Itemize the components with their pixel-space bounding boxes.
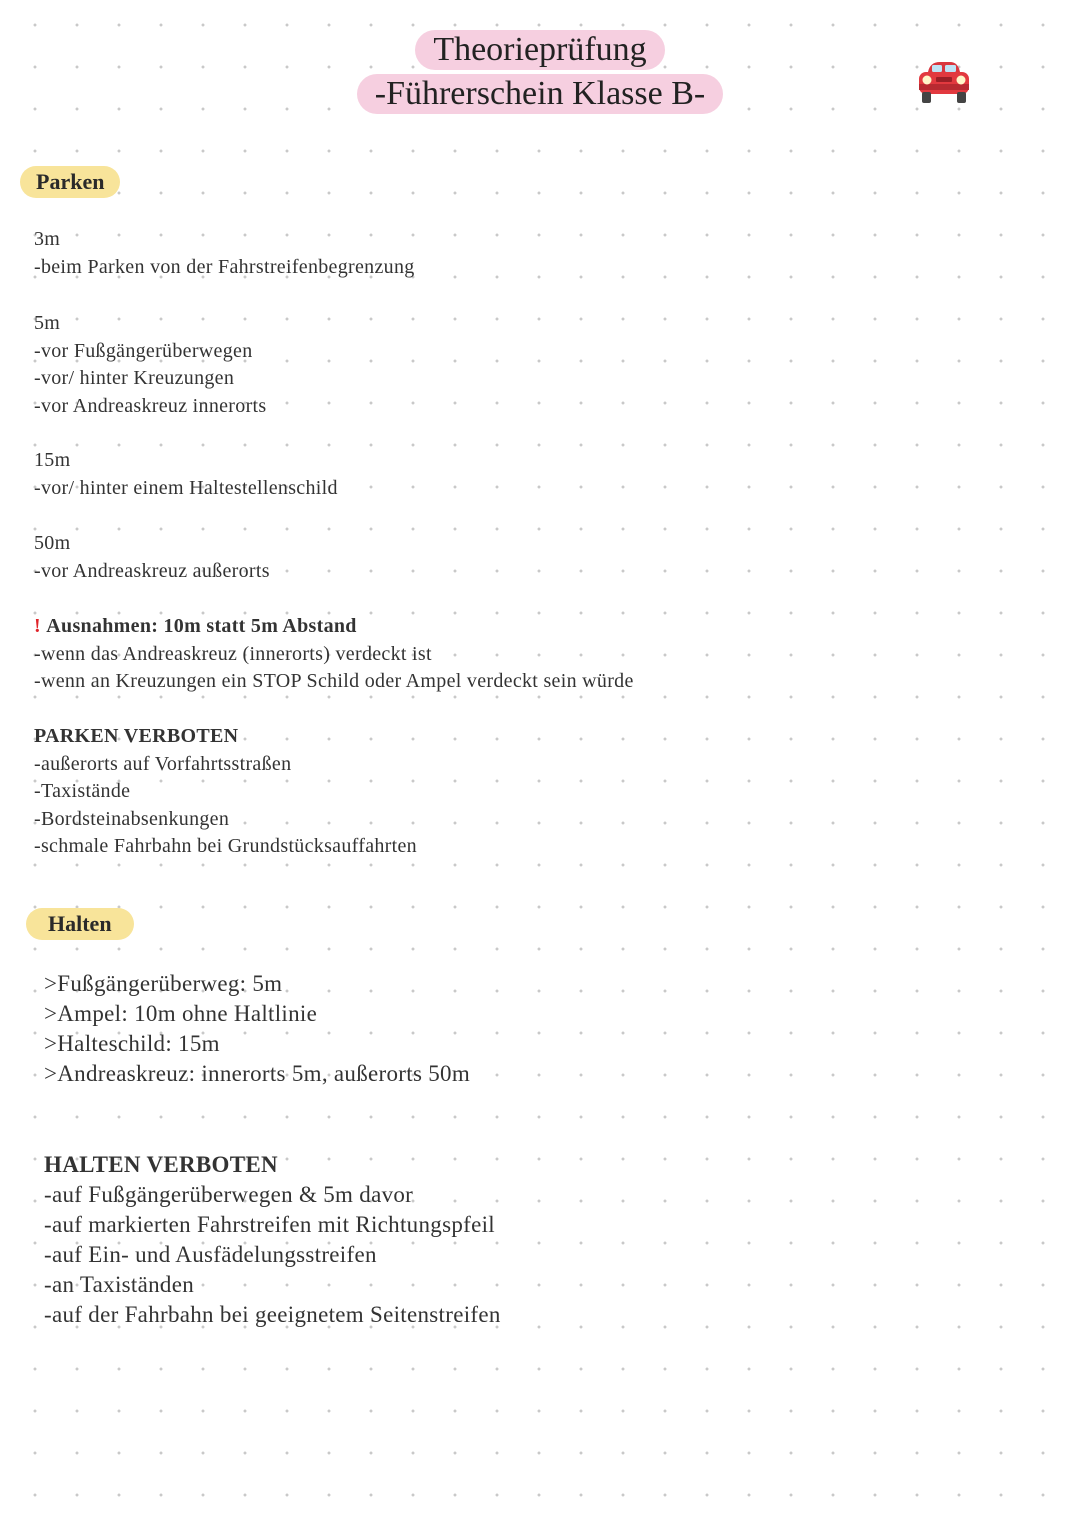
parken-3m-block <box>34 226 415 281</box>
list-item: -vor Andreaskreuz innerorts <box>34 394 267 417</box>
list-item: -wenn das Andreaskreuz (innerorts) verdeckt ist <box>34 642 432 665</box>
list-item: -schmale Fahrbahn bei Grundstücksauffahrten <box>34 835 417 857</box>
list-item: -wenn an Kreuzungen ein STOP Schild oder Ampel verdeckt sein würde <box>34 670 634 692</box>
list-item: -auf markierten Fahrstreifen mit Richtungspfeil <box>44 1212 495 1237</box>
distance-heading: 50m <box>34 532 71 554</box>
page-subtitle: -Führerschein Klasse B- <box>357 74 723 114</box>
list-item: >Andreaskreuz: innerorts 5m, außerorts 50m <box>44 1061 471 1086</box>
distance-heading: 15m <box>34 449 71 471</box>
list-item: -vor Fußgängerüberwegen <box>34 339 253 362</box>
list-item: >Ampel: 10m ohne Haltlinie <box>44 1001 318 1026</box>
list-item: -auf Ein- und Ausfädelungsstreifen <box>44 1242 377 1267</box>
list-item: -Bordsteinabsenkungen <box>34 807 230 830</box>
page-title: Theorieprüfung <box>415 30 664 70</box>
list-item: -an Taxiständen <box>44 1272 195 1297</box>
list-item: -beim Parken von der Fahrstreifenbegrenzung <box>34 255 415 278</box>
list-item: -vor/ hinter Kreuzungen <box>34 367 235 389</box>
ausnahmen-block <box>34 613 634 696</box>
distance-heading: 3m <box>34 228 61 250</box>
list-item: -auf der Fahrbahn bei geeignetem Seitenstreifen <box>44 1302 501 1327</box>
list-item: -Taxistände <box>34 780 131 802</box>
list-item: -auf Fußgängerüberwegen & 5m davor <box>44 1182 414 1207</box>
halten-verboten-heading: HALTEN VERBOTEN <box>44 1152 278 1177</box>
parken-50m-block <box>34 530 270 585</box>
list-item: -vor/ hinter einem Haltestellenschild <box>34 476 338 499</box>
ausnahmen-heading: Ausnahmen: 10m statt 5m Abstand <box>46 615 357 637</box>
parken-verboten-block <box>34 723 417 861</box>
list-item: >Halteschild: 15m <box>44 1031 220 1056</box>
halten-distances-block <box>44 969 470 1089</box>
section-badge-parken: Parken <box>20 166 120 198</box>
parken-5m-block <box>34 310 266 420</box>
car-icon <box>916 58 972 106</box>
exclamation-icon: ! <box>34 615 41 637</box>
list-item: -vor Andreaskreuz außerorts <box>34 559 270 582</box>
parken-verboten-heading: PARKEN VERBOTEN <box>34 725 239 747</box>
list-item: -außerorts auf Vorfahrtsstraßen <box>34 752 292 775</box>
distance-heading: 5m <box>34 312 61 334</box>
section-badge-halten: Halten <box>26 908 134 940</box>
halten-verboten-block <box>44 1150 501 1330</box>
parken-15m-block <box>34 447 338 502</box>
list-item: >Fußgängerüberweg: 5m <box>44 971 283 996</box>
